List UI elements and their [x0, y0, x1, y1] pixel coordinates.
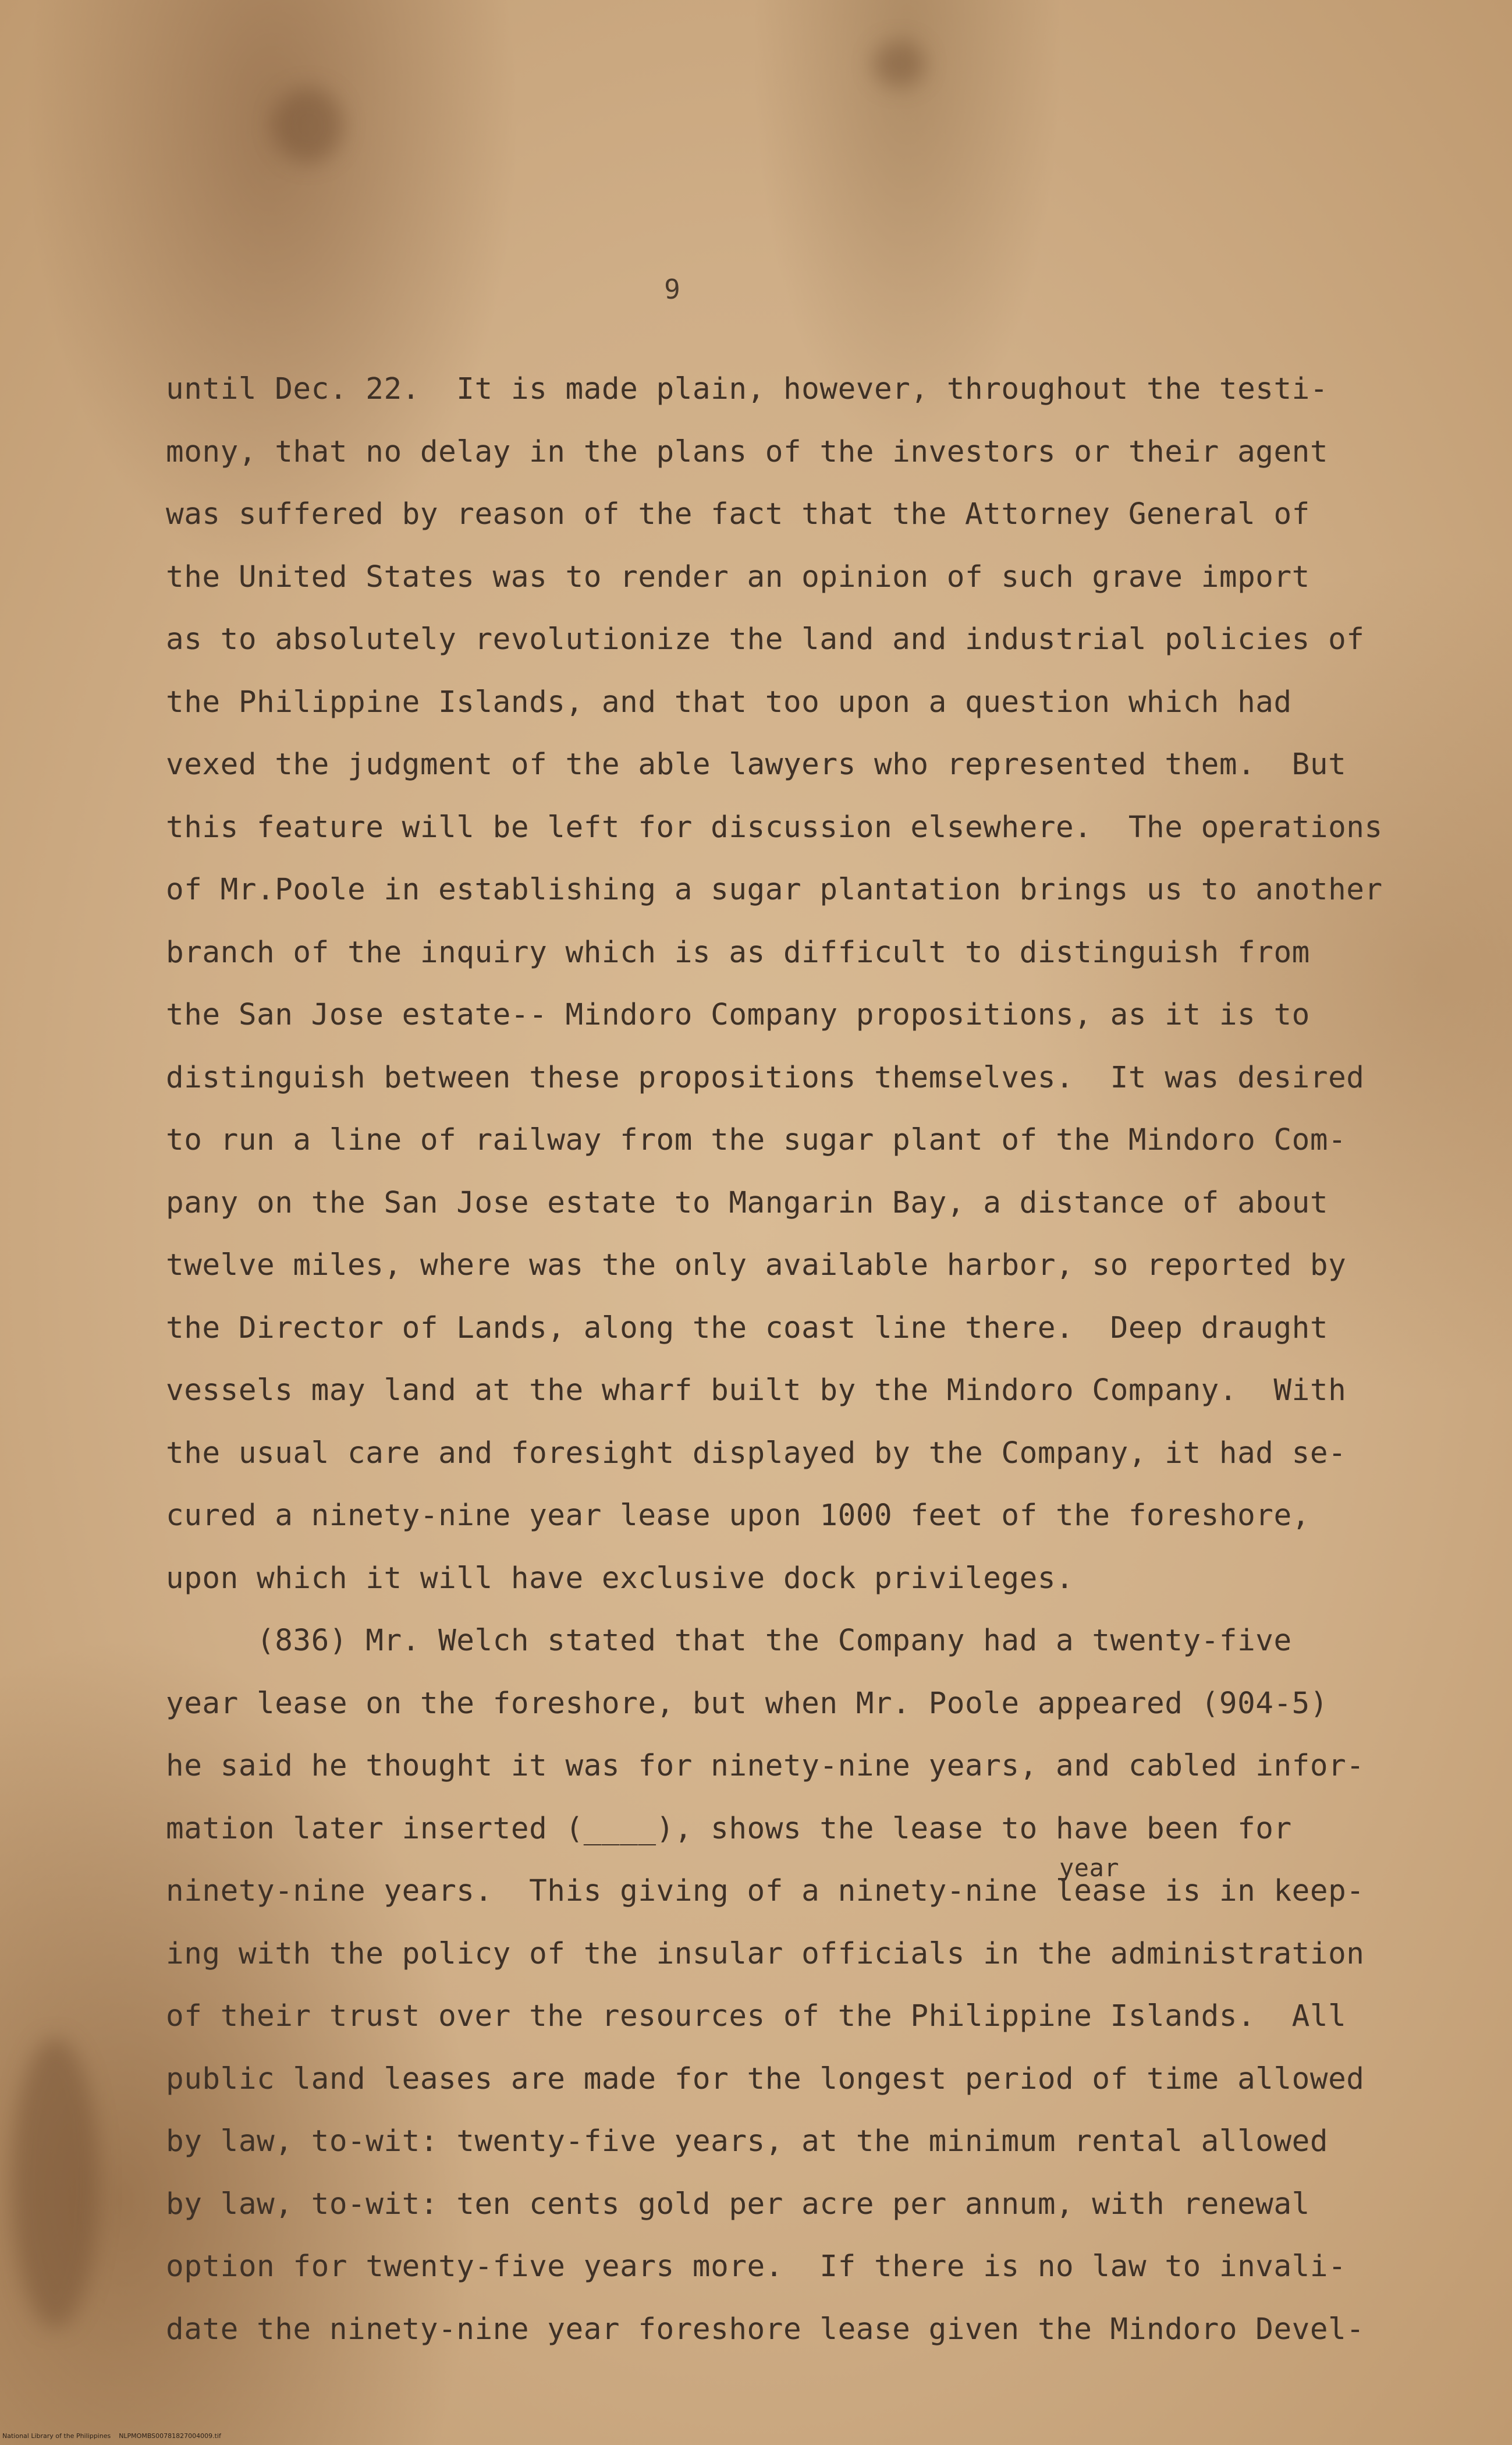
text-line: mony, that no delay in the plans of the investors or their agent	[166, 434, 1329, 469]
text-line: date the ninety-nine year foreshore lease given the Mindoro Devel-	[166, 2312, 1365, 2347]
text-line: as to absolutely revolutionize the land and industrial policies of	[166, 622, 1365, 657]
text-line: pany on the San Jose estate to Mangarin Bay, a distance of about	[166, 1185, 1329, 1220]
text-line: year lease on the foreshore, but when Mr. Poole appeared (904-5)	[166, 1686, 1329, 1721]
text-line: distinguish between these propositions themselves. It was desired	[166, 1060, 1365, 1095]
page-number: 9	[664, 274, 680, 305]
text-line: vexed the judgment of the able lawyers who represented them. But	[166, 747, 1347, 782]
stain-top-left	[274, 87, 343, 163]
stain-top-center	[873, 41, 925, 87]
text-line: he said he thought it was for ninety-nine years, and cabled infor-	[166, 1749, 1365, 1783]
text-line: ninety-nine years. This giving of a ninety-nine lease is in keep-	[166, 1874, 1365, 1908]
text-line: upon which it will have exclusive dock privileges.	[166, 1561, 1074, 1596]
text-line: by law, to-wit: ten cents gold per acre per annum, with renewal	[166, 2187, 1310, 2221]
text-line: was suffered by reason of the fact that the Attorney General of	[166, 497, 1310, 531]
text-line: vessels may land at the wharf built by the Mindoro Company. With	[166, 1373, 1347, 1408]
text-line: by law, to-wit: twenty-five years, at the minimum rental allowed	[166, 2124, 1329, 2159]
text-line: ing with the policy of the insular officials in the administration	[166, 1936, 1365, 1971]
text-line: of Mr.Poole in establishing a sugar plantation brings us to another	[166, 873, 1383, 907]
text-line: of their trust over the resources of the Philippine Islands. All	[166, 1999, 1347, 2033]
text-line: option for twenty-five years more. If there is no law to invali-	[166, 2249, 1347, 2284]
text-line: to run a line of railway from the sugar plant of the Mindoro Com-	[166, 1123, 1347, 1157]
text-line: cured a ninety-nine year lease upon 1000 feet of the foreshore,	[166, 1498, 1310, 1533]
text-line: twelve miles, where was the only available harbor, so reported by	[166, 1248, 1347, 1282]
archive-footer: National Library of the Philippines NLPMOMBS00781827004009.tif	[2, 2432, 221, 2440]
text-line: the Director of Lands, along the coast line there. Deep draught	[166, 1310, 1329, 1345]
text-line: public land leases are made for the longest period of time allowed	[166, 2061, 1365, 2096]
body-text	[166, 358, 1446, 2361]
text-line: the usual care and foresight displayed by the Company, it had se-	[166, 1436, 1347, 1470]
text-line: the Philippine Islands, and that too upon a question which had	[166, 685, 1292, 720]
stain-bottom-left	[12, 2038, 99, 2329]
text-line: the United States was to render an opinion of such grave import	[166, 559, 1310, 594]
interlinear-insertion: year	[1059, 1854, 1120, 1882]
text-line: mation later inserted (____), shows the lease to have been for	[166, 1811, 1292, 1846]
text-line: branch of the inquiry which is as difficult to distinguish from	[166, 935, 1310, 970]
text-line: the San Jose estate-- Mindoro Company propositions, as it is to	[166, 998, 1310, 1032]
text-line: this feature will be left for discussion elsewhere. The operations	[166, 810, 1383, 845]
text-line: (836) Mr. Welch stated that the Company had a twenty-five	[166, 1624, 1292, 1658]
text-line: until Dec. 22. It is made plain, however, throughout the testi-	[166, 372, 1329, 406]
